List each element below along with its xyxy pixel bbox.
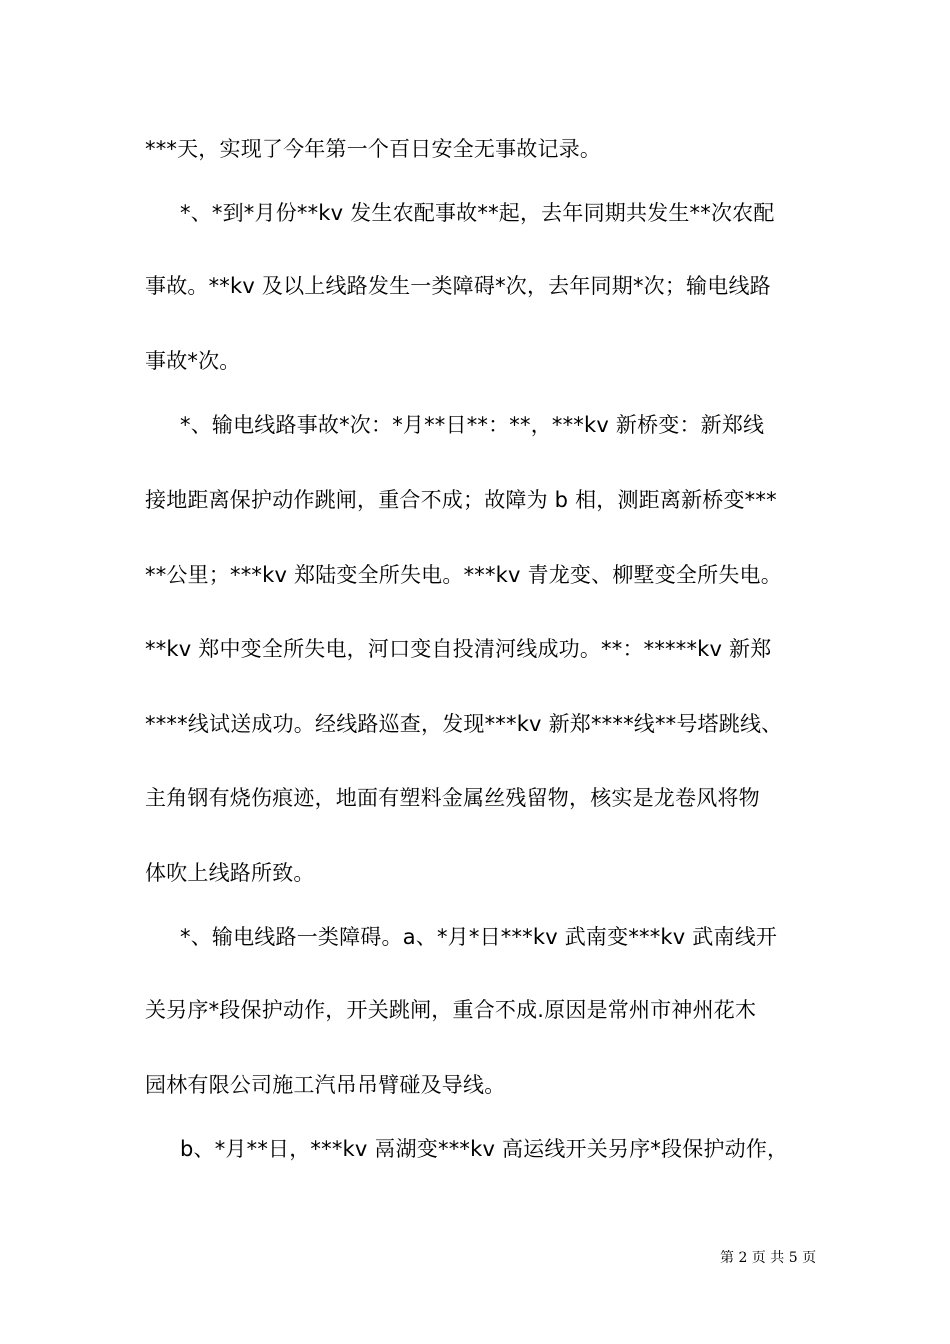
text-line-2: *、*到*月份**kv 发生农配事故**起，去年同期共发生**次农配 <box>180 201 775 225</box>
text-line-9: ****线试送成功。经线路巡查，发现***kv 新郑****线**号塔跳线、 <box>145 712 783 736</box>
text-line-12: *、输电线路一类障碍。a、*月*日***kv 武南变***kv 武南线开 <box>180 925 778 949</box>
text-line-5: *、输电线路事故*次：*月**日**：**，***kv 新桥变：新郑线 <box>180 413 765 437</box>
text-line-15: b、*月**日，***kv 鬲湖变***kv 高运线开关另序*段保护动作， <box>180 1137 789 1161</box>
text-line-11: 体吹上线路所致。 <box>145 861 315 885</box>
text-line-10: 主角钢有烧伤痕迹，地面有塑料金属丝残留物，核实是龙卷风将物 <box>145 786 760 810</box>
text-line-14: 园林有限公司施工汽吊吊臂碰及导线。 <box>145 1073 506 1097</box>
text-line-4: 事故*次。 <box>145 349 241 373</box>
page-number-footer: 第 2 页 共 5 页 <box>720 1250 817 1266</box>
text-line-1: ***天，实现了今年第一个百日安全无事故记录。 <box>145 137 602 161</box>
text-line-13: 关另序*段保护动作，开关跳闸，重合不成.原因是常州市神州花木 <box>145 998 757 1022</box>
text-line-3: 事故。**kv 及以上线路发生一类障碍*次，去年同期*次；输电线路 <box>145 274 771 298</box>
text-line-8: **kv 郑中变全所失电，河口变自投清河线成功。**：*****kv 新郑 <box>145 637 772 661</box>
text-line-7: **公里；***kv 郑陆变全所失电。***kv 青龙变、柳墅变全所失电。 <box>145 563 782 587</box>
text-line-6: 接地距离保护动作跳闸，重合不成；故障为 b 相，测距离新桥变*** <box>145 488 777 512</box>
